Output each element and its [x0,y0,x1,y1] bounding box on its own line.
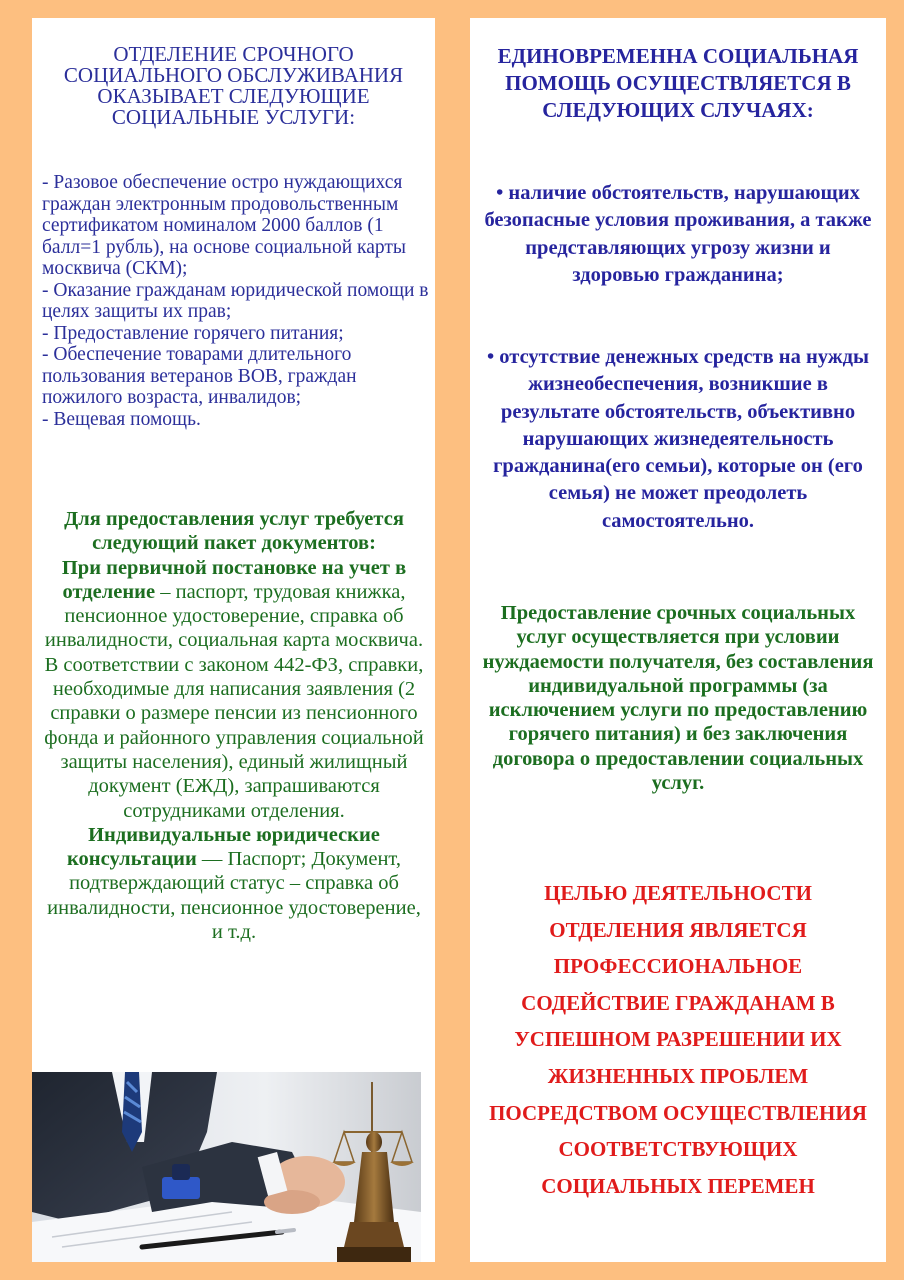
consult-text: — Паспорт; Документ, подтверждающий статус – справка об инвалидности, пенсионное удостоверение, и т.д. [47,848,421,944]
services-list [42,172,432,430]
service-item: - Оказание гражданам юридической помощи в целях защиты их прав; [42,279,429,322]
right-title: ЕДИНОВРЕМЕННА СОЦИАЛЬНАЯ ПОМОЩЬ ОСУЩЕСТВЛЯЕТСЯ В СЛЕДУЮЩИХ СЛУЧАЯХ: [497,44,859,122]
service-item: - Предоставление горячего питания; [42,322,344,344]
documents-block [40,507,428,944]
service-item: - Вещевая помощь. [42,408,201,430]
left-panel [32,18,435,1262]
service-item: - Разовое обеспечение остро нуждающихся граждан электронным продовольственным сертификатом номиналом 2000 баллов (1 балл=1 рубль), на основе социальной карты москвича (СКМ); [42,172,406,279]
goal-text: ЦЕЛЬЮ ДЕЯТЕЛЬНОСТИ ОТДЕЛЕНИЯ ЯВЛЯЕТСЯ ПРОФЕССИОНАЛЬНОЕ СОДЕЙСТВИЕ ГРАЖДАНАМ В УСПЕШНОМ РАЗРЕШЕНИИ ИХ ЖИЗНЕННЫХ ПРОБЛЕМ ПОСРЕДСТВОМ ОСУЩЕСТВЛЕНИЯ СООТВЕТСТВУЮЩИХ СОЦИАЛЬНЫХ ПЕРЕМЕН [489,881,867,1198]
provision-text: Предоставление срочных социальных услуг осуществляется при условии нуждаемости получателя, без составления индивидуальной программы (за исключением услуги по предоставлению горячего питания) и без заключения договора о предоставлении социальных услуг. [482,602,874,795]
case-bullet: • отсутствие денежных средств на нужды жизнеобеспечения, возникшие в результате обстоятельств, объективно нарушающих жизнедеятельность гражданина(его семьи), которые он (его семья) не может преодолеть самостоятельно. [487,346,869,532]
left-title: ОТДЕЛЕНИЕ СРОЧНОГО СОЦИАЛЬНОГО ОБСЛУЖИВАНИЯ ОКАЗЫВАЕТ СЛЕДУЮЩИЕ СОЦИАЛЬНЫЕ УСЛУГИ: [63,42,404,129]
right-panel [470,18,886,1262]
documents-heading: Для предоставления услуг требуется следующий пакет документов: [64,508,404,555]
first-registration-text: – паспорт, трудовая книжка, пенсионное удостоверение, справка об инвалидности, социальная карта москвича. В соответствии с законом 442-ФЗ, справки, необходимые для написания заявления (2 справки о размере пенсии из пенсионного фонда и районного управления социальной защиты населения), единый жилищный документ (ЕЖД), запрашиваются сотрудниками отделения. [44,580,424,822]
case-bullet: • наличие обстоятельств, нарушающих безопасные условия проживания, а также представляющих угрозу жизни и здоровью гражданина; [484,182,872,286]
service-item: - Обеспечение товарами длительного пользования ветеранов ВОВ, граждан пожилого возраста, инвалидов; [42,344,357,408]
lawyer-photo [32,1072,421,1262]
first-registration-label: При первичной постановке на учет в отделение [61,556,407,603]
consult-label: Индивидуальные юридические консультации [67,823,380,871]
